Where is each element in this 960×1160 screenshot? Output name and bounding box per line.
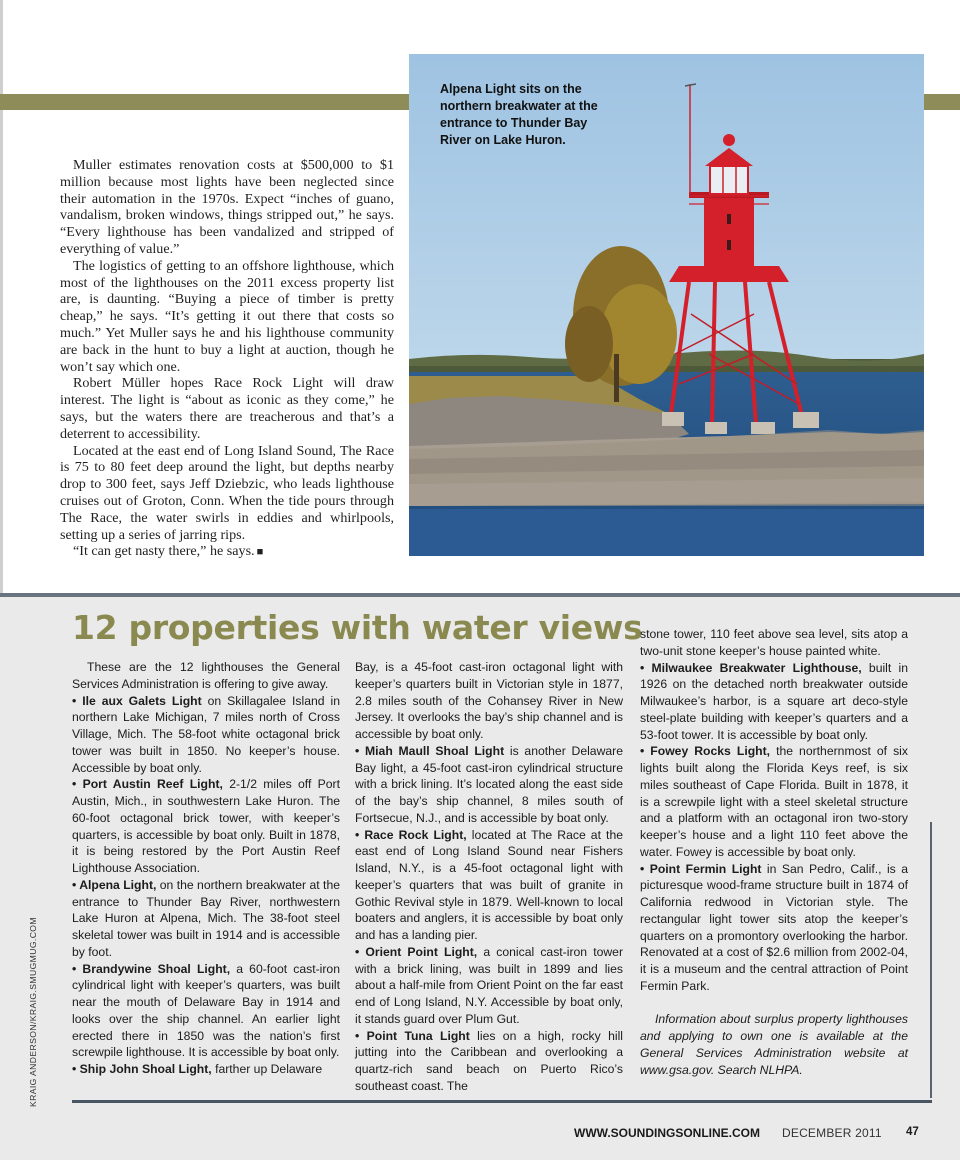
article-paragraph: The logistics of getting to an offshore lighthouse, which most of the lighthouses on the 2011 excess property list are, is daunting. “Buying a piece of timber is pretty cheap,” he says. “It’s getting it out there that costs so much.” Yet Muller says he and his lighthouse community are back in the hunt to buy a light at auction, though he won’t say which one.: [60, 257, 394, 375]
lighthouse-entry: [355, 1028, 623, 1095]
footer-website[interactable]: WWW.SOUNDINGSONLINE.COM: [574, 1126, 760, 1140]
article-final-sentence: “It can get nasty there,” he says.: [73, 543, 255, 560]
lighthouse-entry: [72, 961, 340, 1062]
lighthouse-entry: [355, 827, 623, 944]
lighthouse-entry: [72, 1061, 340, 1078]
lighthouse-name: • Port Austin Reef Light,: [72, 777, 223, 792]
lighthouse-description: lies on a high, rocky hill jutting into the Caribbean and overlooking a quartz-rich sand beach on Puerto Rico’s southeast coast. The: [355, 1028, 624, 1093]
lighthouse-description: a conical cast-iron tower with a brick lining, was built in 1899 and lies about a half-mile from Orient Point on the far east end of Long Island, N.Y. Accessible by boat only, it stands guard over Plum Gut.: [355, 944, 623, 1026]
panel-top-rule: [0, 593, 960, 597]
lighthouse-name: • Ile aux Galets Light: [72, 693, 202, 708]
lighthouse-name: • Race Rock Light,: [355, 827, 467, 842]
lighthouse-entry: [355, 743, 623, 827]
lighthouse-entry: [72, 776, 340, 877]
info-text-end: . Search NLHPA.: [710, 1062, 803, 1077]
lighthouse-description: a 60-foot cast-iron cylindrical light with keeper’s quarters, was built near the mouth of Delaware Bay in 1914 and looks over the ship channel. An earlier light erected there in 1850 was the nation’s first screwpile lighthouse. It is accessible by boat only.: [72, 961, 340, 1060]
lighthouse-entry: [355, 944, 623, 1028]
article-continuation: [60, 157, 394, 561]
lighthouse-description: in San Pedro, Calif., is a picturesque wood-frame structure built in 1874 of California redwood in Victorian style. The rectangular light tower sits atop the keeper’s quarters on a promontory overlooking the harbor. Renovated at a cost of $2.6 million from 2002-04, it is a museum and the central attraction of Point Fermin Park.: [640, 861, 908, 993]
lighthouse-entry-continued: stone tower, 110 feet above sea level, sits atop a two-unit stone keeper’s house painted white.: [640, 627, 908, 658]
lighthouse-description: on the northern breakwater at the entrance to Thunder Bay River, northwestern Lake Huron at Alpena, Mich. The 38-foot steel skeletal tower was built in 1914 and is accessible by foot.: [72, 877, 340, 959]
lighthouse-name: • Alpena Light,: [72, 877, 157, 892]
article-paragraph-last: [60, 543, 394, 561]
lighthouse-description: located at The Race at the east end of Long Island Sound near Fishers Island, N.Y., is a 45-foot octagonal light with keeper’s quarters that was built of granite in Gothic Revival style in 1879. Well-known to local boaters and anglers, it is accessible by boat only and has a landing pier.: [355, 827, 624, 942]
accent-bar-right: [924, 94, 960, 110]
page-number: 47: [906, 1126, 919, 1138]
lighthouse-entry: [640, 660, 908, 744]
lighthouse-description: farther up Delaware: [211, 1062, 323, 1076]
info-note: [640, 1011, 908, 1078]
photo-credit: KRAIG ANDERSON/KRAIG.SMUGMUG.COM: [28, 917, 38, 1107]
end-mark-icon: ■: [256, 546, 264, 559]
article-paragraph: Robert Müller hopes Race Rock Light will draw interest. The light is “about as iconic as they come,” he says, but the waters there are treacherous and that’s a deterrent to accessibility.: [60, 375, 394, 442]
photo-caption: Alpena Light sits on the northern breakwater at the entrance to Thunder Bay River on Lake Huron.: [440, 82, 598, 147]
lighthouse-name: • Fowey Rocks Light,: [640, 744, 771, 759]
lighthouse-name: • Milwaukee Breakwater Lighthouse,: [640, 660, 862, 675]
footer-issue-date: DECEMBER 2011: [782, 1126, 882, 1140]
lighthouse-entry: [72, 877, 340, 961]
lighthouse-entry: [640, 861, 908, 995]
lighthouse-name: • Miah Maull Shoal Light: [355, 743, 505, 758]
lighthouse-name: • Point Tuna Light: [355, 1028, 470, 1043]
lighthouse-description: the northernmost of six lights built along the Florida Keys reef, is six miles southeast of Cape Florida. Built in 1878, it is a screwpile light with a steel skeletal structure and a platform with an octagonal iron two-story keeper’s house and a light 110 feet above the water. Fowey is accessible by boat only.: [640, 744, 908, 859]
lighthouse-entry: [72, 693, 340, 777]
lighthouse-name: • Orient Point Light,: [355, 944, 478, 959]
sidebar-headline: 12 properties with water views: [72, 608, 643, 647]
sidebar-intro: These are the 12 lighthouses the General Services Administration is offering to give away.: [72, 660, 340, 691]
accent-bar-left: [0, 94, 410, 110]
info-link[interactable]: www.gsa.gov: [640, 1062, 711, 1077]
info-text: Information about surplus property lighthouses and applying to own one is available at the General Services Administration website at: [640, 1012, 908, 1060]
lighthouse-description: 2-1/2 miles off Port Austin, Mich., in southwestern Lake Huron. The 60-foot octagonal brick tower, with keeper’s quarters, is accessible by boat only. Built in 1878, it is being restored by the Port Austin Reef Lighthouse Association.: [72, 777, 340, 875]
sidebar-column-3: [640, 626, 908, 1078]
lighthouse-name: • Ship John Shoal Light,: [72, 1062, 212, 1076]
sidebar-column-2: [355, 659, 623, 1095]
footer-rule: [72, 1100, 932, 1103]
lighthouse-entry-continued: Bay, is a 45-foot cast-iron octagonal light with keeper’s quarters built in Victorian style in 1877, 2.8 miles south of the Cohansey River in New Jersey. It overlooks the bay’s ship channel and is accessible by boat only.: [355, 660, 623, 741]
lighthouse-name: • Brandywine Shoal Light,: [72, 961, 231, 976]
lighthouse-name: • Point Fermin Light: [640, 861, 762, 876]
page-edge-border: [0, 0, 3, 596]
article-paragraph: Muller estimates renovation costs at $500,000 to $1 million because most lights have been neglected since their automation in the 1970s. Expect “inches of guano, vandalism, broken windows, things stripped out,” he says. “Every lighthouse has been vandalized and stripped of everything of value.”: [60, 157, 394, 257]
lighthouse-entry: [640, 743, 908, 860]
right-vertical-rule: [930, 822, 932, 1098]
lighthouse-description: is another Delaware Bay light, a 45-foot cast-iron cylindrical structure with a brick lining. It’s located along the east side of the bay’s ship channel, 8 miles south of Fortsecue, N.J., and is accessible by boat only.: [355, 743, 624, 825]
lighthouse-description: on Skillagalee Island in northern Lake Michigan, 7 miles north of Cross Village, Mich. The 58-foot white octagonal brick tower was built in 1850. No keeper’s house. Accessible by boat only.: [72, 693, 340, 775]
article-paragraph: Located at the east end of Long Island Sound, The Race is 75 to 80 feet deep around the light, but depths nearby drop to 300 feet, says Jeff Dziebzic, who leads lighthouse cruises out of Groton, Conn. When the tide pours through The Race, the water swirls in eddies and whirlpools, setting up a series of jarring rips.: [60, 442, 394, 543]
lighthouse-description: built in 1926 on the detached north breakwater outside Milwaukee’s harbor, is a square art deco-style steel-plate building with keeper’s quarters and a 53-foot tower. It is accessible by boat only.: [640, 660, 908, 742]
sidebar-column-1: [72, 659, 340, 1078]
